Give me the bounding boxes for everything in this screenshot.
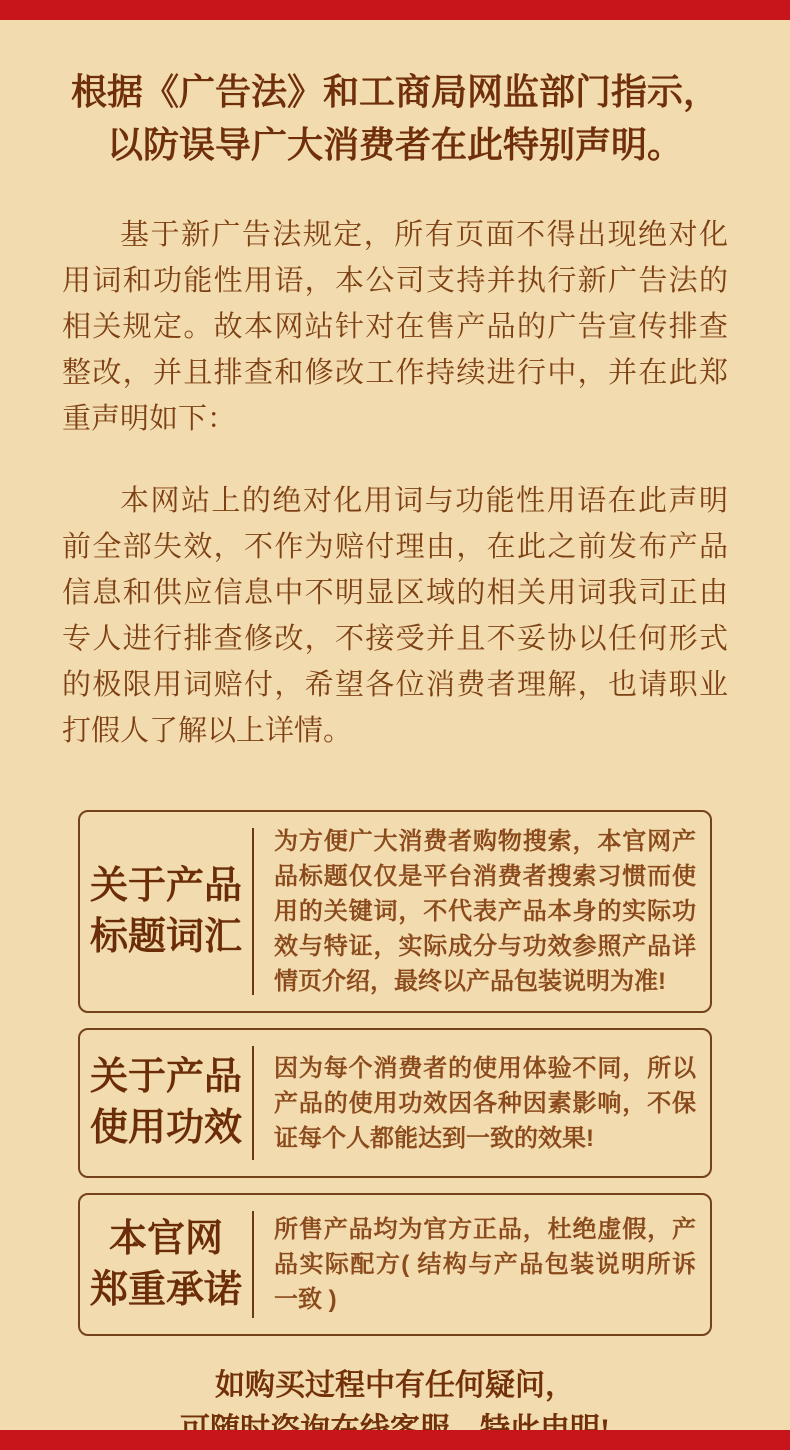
notice-box-label-line-1: 本官网: [108, 1217, 223, 1260]
notice-box-text: 所售产品均为官方正品，杜绝虚假，产品实际配方( 结构与产品包装说明所诉一致 ): [274, 1216, 696, 1313]
notice-box-text: 为方便广大消费者购物搜索，本官网产品标题仅仅是平台消费者搜索习惯而使用的关键词，不代表产品本身的实际功效与特证，实际成分与功效参照产品详情页介绍，最终以产品包装说明为准!: [274, 828, 696, 995]
notice-box-label: [80, 1030, 252, 1176]
top-red-bar: [0, 0, 790, 20]
notice-box-product-effect: [78, 1028, 712, 1178]
notice-box-label: [80, 1195, 252, 1334]
page-title: [30, 66, 760, 172]
notice-box-text: 因为每个消费者的使用体验不同，所以产品的使用功效因各种因素影响，不保证每个人都能达到一致的效果!: [274, 1054, 696, 1152]
notice-box-label-line-2: 标题词汇: [89, 915, 242, 958]
notice-box-body: [254, 812, 710, 1011]
footer-note-line-1: 如购买过程中有任何疑问，: [215, 1369, 575, 1402]
notice-box-body: [254, 1030, 710, 1176]
page-title-line-2: 以防误导广大消费者在此特别声明。: [106, 125, 683, 165]
notice-box-label: [80, 812, 252, 1011]
notice-box-official-promise: [78, 1193, 712, 1336]
notice-box-label-line-1: 关于产品: [89, 1056, 242, 1098]
notice-box-label-line-1: 关于产品: [89, 864, 242, 907]
bottom-red-bar: [0, 1430, 790, 1450]
notice-box-body: [254, 1195, 710, 1334]
notice-box-product-title-keywords: [78, 810, 712, 1013]
notice-box-label-line-2: 使用功效: [89, 1107, 242, 1149]
page-title-line-1: 根据《广告法》和工商局网监部门指示，: [70, 72, 719, 112]
intro-paragraph: 基于新广告法规定，所有页面不得出现绝对化用词和功能性用语，本公司支持并执行新广告法的相关规定。故本网站针对在售产品的广告宣传排查整改，并且排查和修改工作持续进行中，并在此郑重声明如下：: [62, 219, 728, 435]
notice-box-label-line-2: 郑重承诺: [89, 1268, 242, 1311]
declaration-paragraph: 本网站上的绝对化用词与功能性用语在此声明前全部失效，不作为赔付理由，在此之前发布产品信息和供应信息中不明显区域的相关用词我司正由专人进行排查修改，不接受并且不妥协以任何形式的极限用词赔付，希望各位消费者理解，也请职业打假人了解以上详情。: [62, 485, 728, 747]
notice-box-group: [0, 810, 790, 1336]
